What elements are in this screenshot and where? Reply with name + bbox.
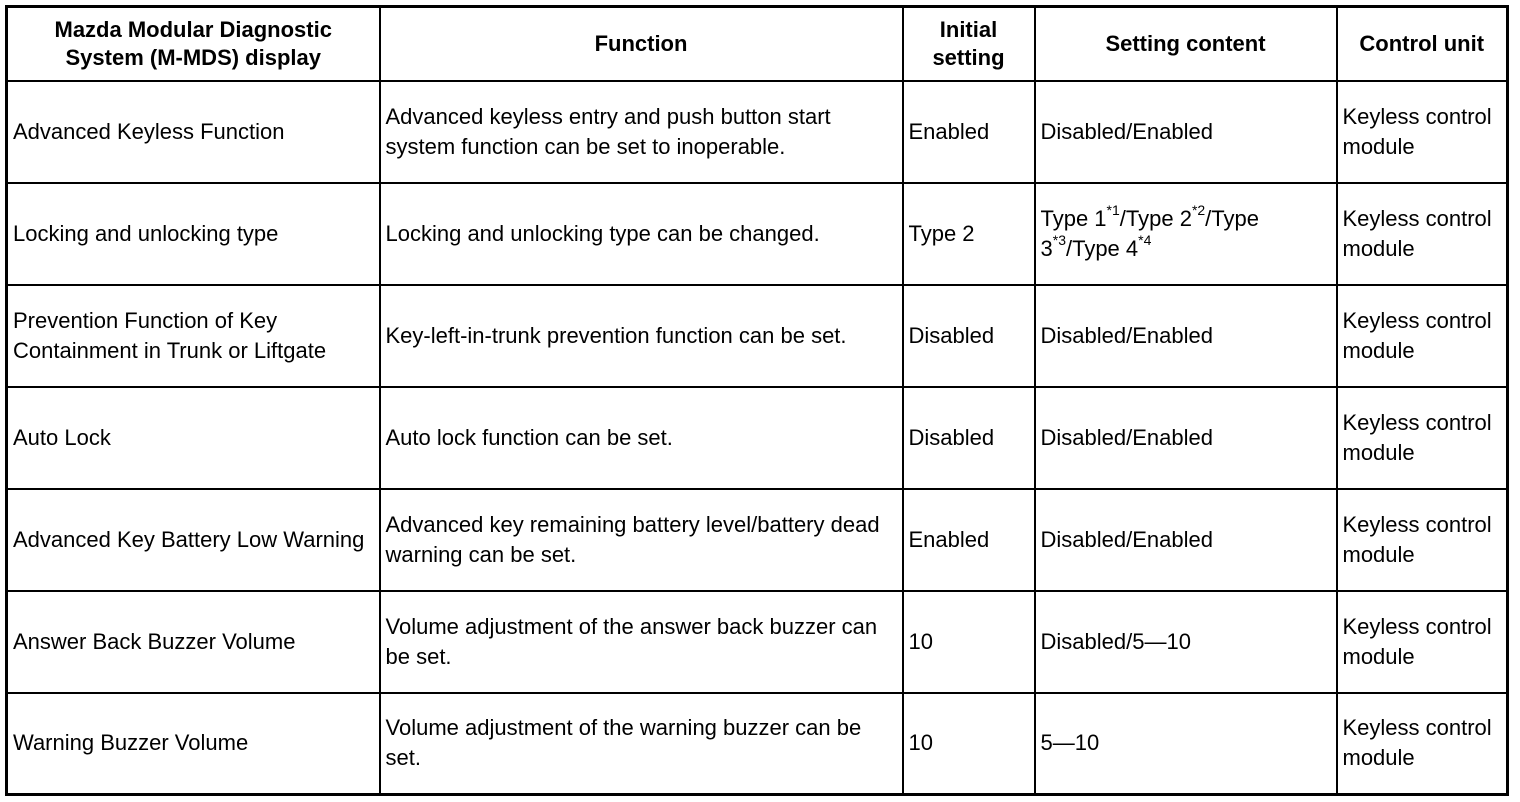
cell-setting-content [1035,183,1337,285]
footnote-3-mark: *3 [1052,232,1066,249]
cell-setting-content: Disabled/Enabled [1035,489,1337,591]
table-row [7,183,1508,285]
cell-setting-content: Disabled/Enabled [1035,387,1337,489]
cell-initial-setting: 10 [903,591,1035,693]
header-setting-content: Setting content [1035,7,1337,81]
cell-control-unit: Keyless control module [1337,81,1508,183]
cell-setting-content: Disabled/Enabled [1035,285,1337,387]
cell-function: Advanced keyless entry and push button start system function can be set to inoperable. [380,81,903,183]
footnote-1-mark: *1 [1106,202,1120,219]
cell-display: Warning Buzzer Volume [7,693,380,795]
cell-display: Answer Back Buzzer Volume [7,591,380,693]
cell-setting-content: Disabled/5—10 [1035,591,1337,693]
cell-initial-setting: Disabled [903,387,1035,489]
cell-function: Volume adjustment of the answer back buzzer can be set. [380,591,903,693]
cell-function: Auto lock function can be set. [380,387,903,489]
cell-initial-setting: Type 2 [903,183,1035,285]
type-3-text: /Type 3 [1040,205,1259,261]
header-function: Function [380,7,903,81]
header-control-unit: Control unit [1337,7,1508,81]
table-row [7,285,1508,387]
cell-display: Prevention Function of Key Containment in Trunk or Liftgate [7,285,380,387]
cell-control-unit: Keyless control module [1337,693,1508,795]
cell-control-unit: Keyless control module [1337,285,1508,387]
cell-function: Key-left-in-trunk prevention function can be set. [380,285,903,387]
table-row [7,489,1508,591]
cell-display: Advanced Keyless Function [7,81,380,183]
cell-display: Auto Lock [7,387,380,489]
cell-function: Locking and unlocking type can be changed. [380,183,903,285]
cell-control-unit: Keyless control module [1337,591,1508,693]
header-display: Mazda Modular Diagnostic System (M-MDS) display [7,7,380,81]
cell-initial-setting: Enabled [903,81,1035,183]
type-2-text: /Type 2 [1119,205,1192,231]
settings-table [5,5,1509,796]
table-row [7,387,1508,489]
table-row [7,81,1508,183]
cell-setting-content: 5—10 [1035,693,1337,795]
cell-control-unit: Keyless control module [1337,489,1508,591]
cell-display: Locking and unlocking type [7,183,380,285]
table-row [7,591,1508,693]
cell-setting-content: Disabled/Enabled [1035,81,1337,183]
cell-initial-setting: Enabled [903,489,1035,591]
type-4-text: /Type 4 [1065,235,1139,261]
cell-control-unit: Keyless control module [1337,183,1508,285]
cell-function: Advanced key remaining battery level/battery dead warning can be set. [380,489,903,591]
cell-initial-setting: 10 [903,693,1035,795]
header-row [7,7,1508,81]
header-initial-setting: Initial setting [903,7,1035,81]
cell-function: Volume adjustment of the warning buzzer can be set. [380,693,903,795]
type-1-text: Type 1 [1040,205,1107,231]
cell-initial-setting: Disabled [903,285,1035,387]
table-row [7,693,1508,795]
cell-control-unit: Keyless control module [1337,387,1508,489]
footnote-2-mark: *2 [1191,202,1206,219]
footnote-4-mark: *4 [1138,232,1152,249]
cell-display: Advanced Key Battery Low Warning [7,489,380,591]
